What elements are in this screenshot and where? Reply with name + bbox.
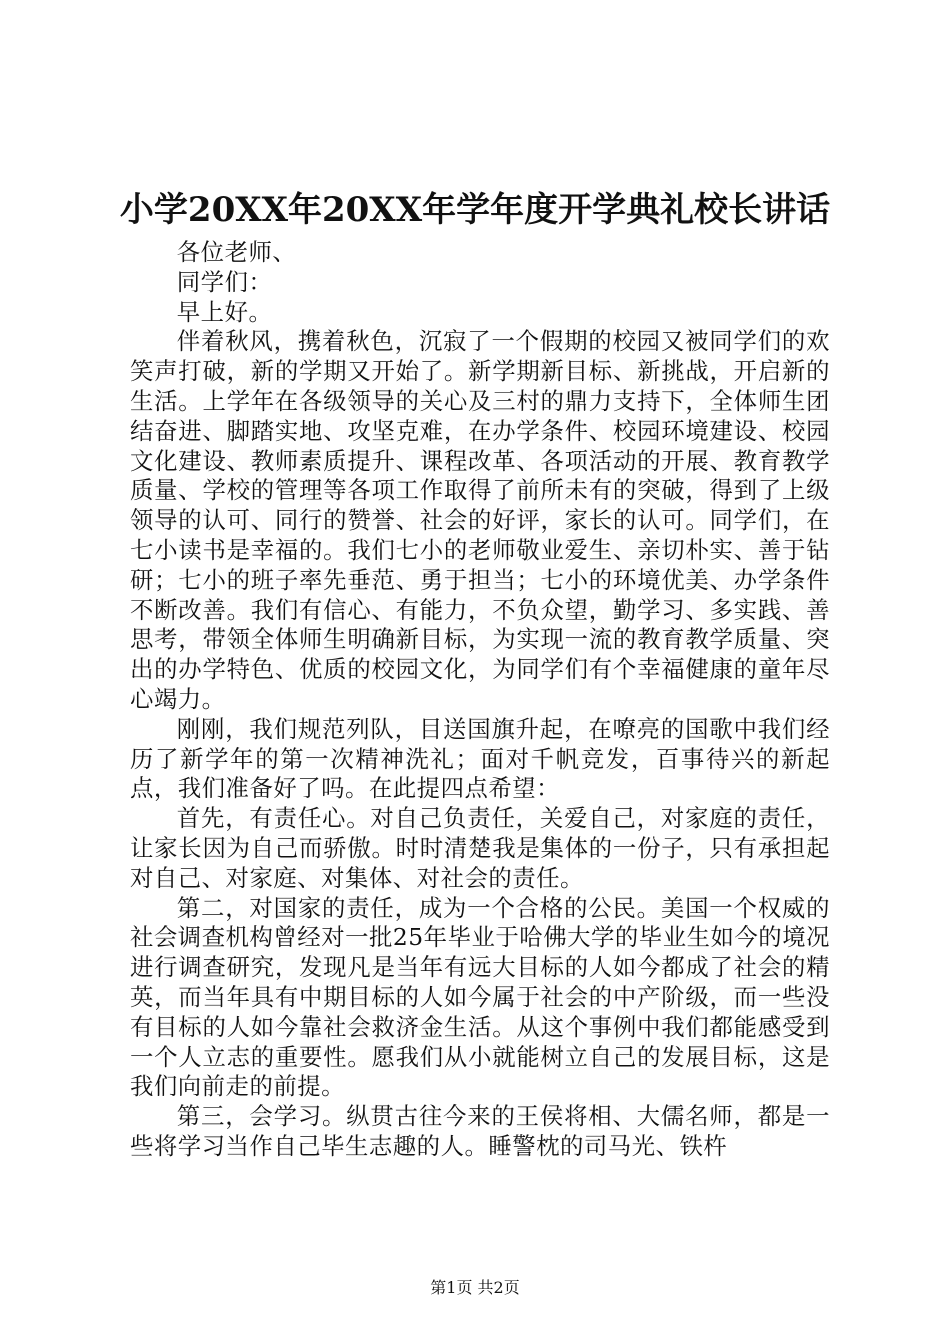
paragraph-greeting-teachers: 各位老师、 bbox=[176, 238, 297, 266]
paragraph-new-semester: 伴着秋风，携着秋色，沉寂了一个假期的校园又被同学们的欢笑声打破，新的学期又开始了。新学期新目标、新挑战，开启新的生活。上学年在各级领导的关心及三村的鼎力支持下，全体师生团结奋进、脚踏实地、攻坚克难，在办学条件、校园环境建设、校园文化建设、教师素质提升、课程改革、各项活动的开展、教育教学质量、学校的管理等各项工作取得了前所未有的突破，得到了上级领导的认可、同行的赞誉、社会的好评，家长的认可。同学们，在七小读书是幸福的。我们七小的老师敬业爱生、亲切朴实、善于钻研；七小的班子率先垂范、勇于担当；七小的环境优美、办学条件不断改善。我们有信心、有能力，不负众望，勤学习、多实践、善思考，带领全体师生明确新目标，为实现一流的教育教学质量、突出的办学特色、优质的校园文化，为同学们有个幸福健康的童年尽心竭力。 bbox=[130, 327, 830, 713]
paragraph-greeting-students: 同学们： bbox=[176, 267, 273, 296]
paragraph-responsibility: 首先，有责任心。对自己负责任，关爱自己，对家庭的责任，让家长因为自己而骄傲。时时清楚我是集体的一份子，只有承担起对自己、对家庭、对集体、对社会的责任。 bbox=[130, 804, 830, 892]
document-body bbox=[130, 238, 830, 1162]
paragraph-flag-ceremony: 刚刚，我们规范列队，目送国旗升起，在嘹亮的国歌中我们经历了新学年的第一次精神洗礼；面对千帆竞发，百事待兴的新起点，我们准备好了吗。在此提四点希望： bbox=[130, 714, 830, 803]
page-footer: 第1页 共2页 bbox=[430, 1278, 520, 1297]
paragraph-good-morning: 早上好。 bbox=[176, 297, 273, 326]
paragraph-national-duty: 第二，对国家的责任，成为一个合格的公民。美国一个权威的社会调查机构曾经对一批25年毕业于哈佛大学的毕业生如今的境况进行调查研究，发现凡是当年有远大目标的人如今都成了社会的精英，而当年具有中期目标的人如今属于社会的中产阶级，而一些没有目标的人如今靠社会救济金生活。从这个事例中我们都能感受到一个人立志的重要性。愿我们从小就能树立自己的发展目标，这是我们向前走的前提。 bbox=[130, 893, 830, 1101]
document-title: 小学20XX年20XX年学年度开学典礼校长讲话 bbox=[119, 190, 831, 230]
paragraph-learning: 第三，会学习。纵贯古往今来的王侯将相、大儒名师，都是一些将学习当作自己毕生志趣的人。睡警枕的司马光、铁杵 bbox=[130, 1102, 830, 1160]
